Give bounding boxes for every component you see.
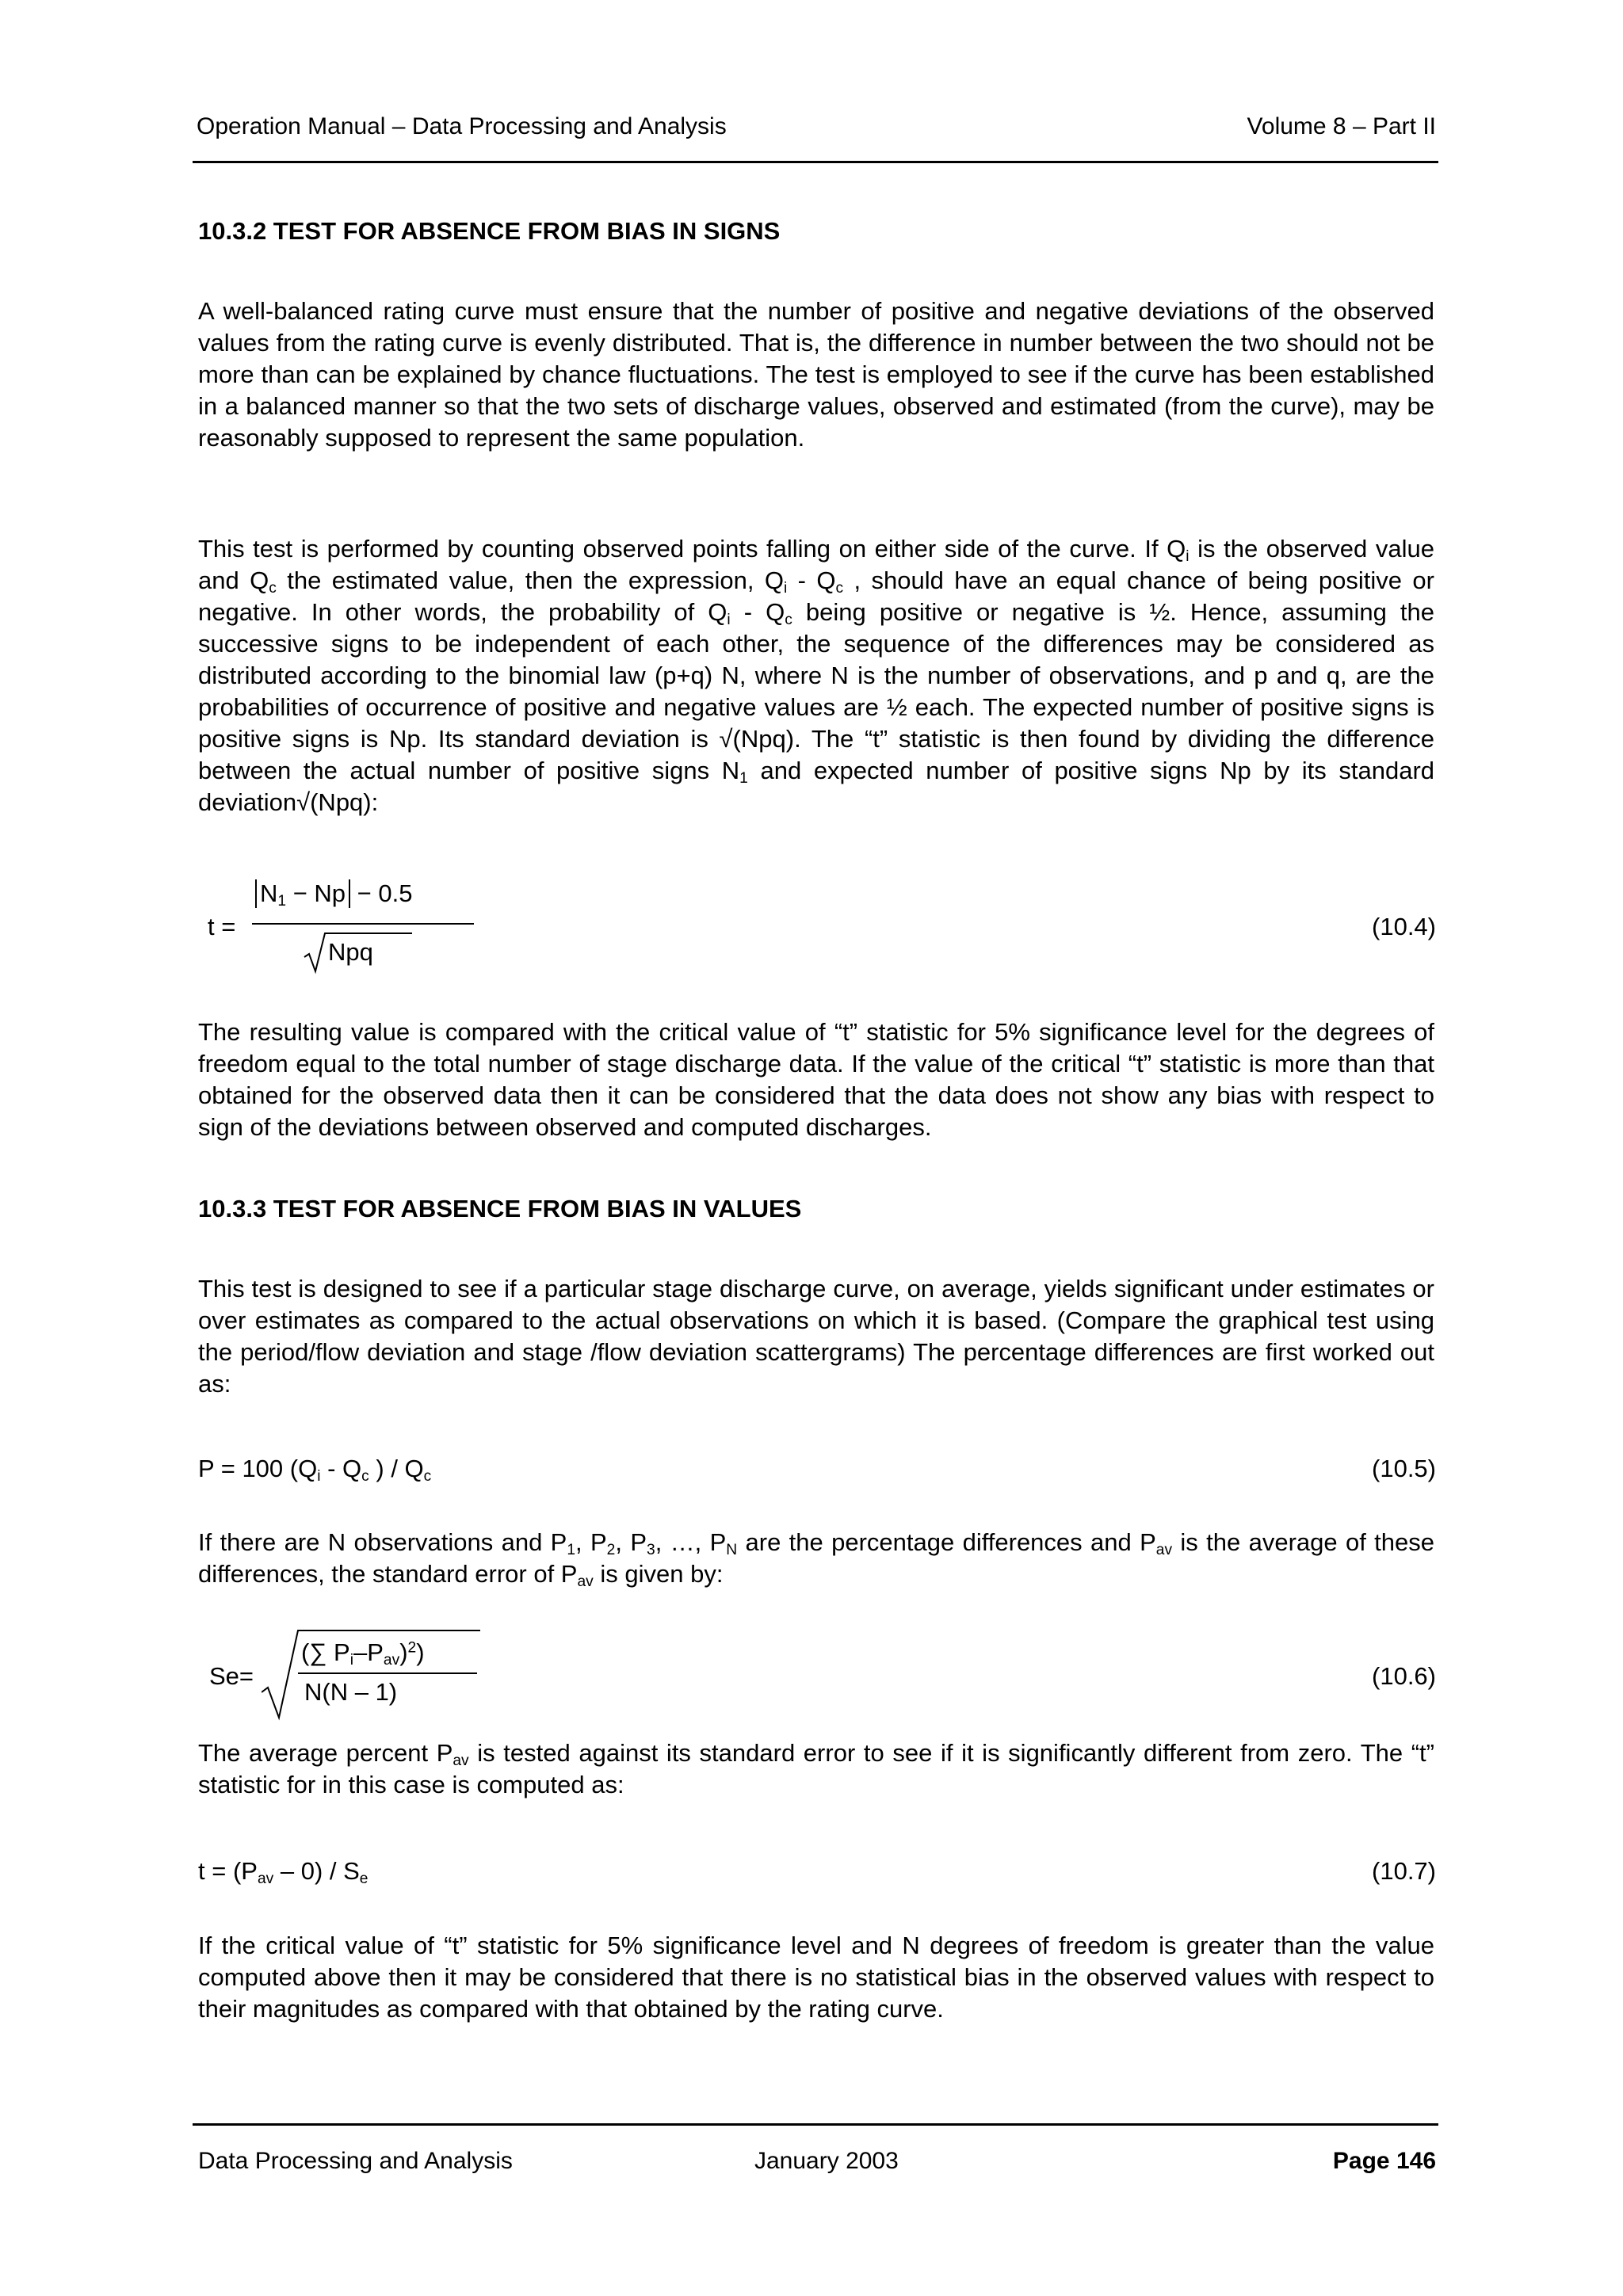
paragraph: The resulting value is compared with the critical value of “t” statistic for 5% significance level for the degrees of freedom equal to the total number of stage discharge data. If the value of the critical “t” statistic is more than that obtained for the observed data then it can be considered that the data does not show any bias with respect to sign of the deviations between observed and computed discharges. [198,1018,1434,1141]
equation-10-6 [208,1627,493,1722]
paragraph: A well-balanced rating curve must ensure that the number of positive and negative deviations of the observed values from the rating curve is evenly distributed. That is, the difference in number between the two should not be more than can be explained by chance fluctuations. The test is employed to see if the curve has been established in a balanced manner so that the two sets of discharge values, observed and estimated (from the curve), may be reasonably supposed to represent the same population. [198,297,1434,452]
equation-number: (10.6) [1372,1662,1436,1690]
header-rule [193,161,1438,163]
equation-numerator: (∑ $P_i-P_{av})^2$) [301,1638,425,1669]
paragraph: This test is designed to see if a particular stage discharge curve, on average, yields significant under estimates or over estimates as compared to the actual observations on which it is based. (Compare the graphical test using the period/flow deviation and stage /flow deviation scattergrams) The percentage differences are first worked out as: [198,1275,1434,1398]
header-volume: Volume 8 – Part II [1247,113,1436,139]
section-heading-10-3-2: 10.3.2 TEST FOR ABSENCE FROM BIAS IN SIGNS [198,217,781,245]
page-number: Page 146 [1332,2148,1436,2174]
footer-date: January 2003 [754,2148,899,2174]
footer-rule [193,2123,1438,2126]
footer-title: Data Processing and Analysis [198,2148,513,2174]
header-title: Operation Manual – Data Processing and Analysis [197,113,727,139]
equation-denominator: N(N – 1) [304,1678,398,1706]
paragraph: The average percent $P_{av}$ is tested against its standard error to see if it is significantly different from zero. The “t” statistic for in this case is computed as: [198,1739,1434,1798]
fraction-bar [252,923,474,925]
equation-10-4: t = $N_1 - Np - 0.5$ Npq [208,876,469,979]
equation-number: (10.4) [1372,913,1436,940]
equation-lhs: t = [208,913,236,940]
equation-10-7: $t = (P_{av} - 0) / S_e$ [198,1857,369,1887]
paragraph: This test is performed by counting observed points falling on either side of the curve. If $Q_i$ is the observed value and $Q_c$ the estimated value, then the expression, $Q_i - Q_c$ , should have an equal chance of being positive or negative. In other words, the probability of $Q_i - Q_c$ being positive or negative is ½. Hence, assuming the successive signs to be independent of each other, the sequence of the differences may be considered as distributed according to the binomial law (p+q) N, where N is the number of observations, and p and q, are the probabilities of occurrence of positive and negative values are ½ each. The expected number of positive signs is positive signs is Np. Its standard deviation is √(Npq). The “t” statistic is then found by dividing the difference between the actual number of positive signs $N_1$ and expected number of positive signs Np by its standard deviation√(Npq): [198,535,1435,816]
equation-numerator: $N_1 - Np - 0.5$ [255,879,412,908]
paragraph: If the critical value of “t” statistic for 5% significance level and N degrees of freedom is greater than the value computed above then it may be considered that there is no statistical bias in the observed values with respect to their magnitudes as compared with that obtained by the rating curve. [198,1932,1434,2023]
fraction-bar [298,1672,477,1674]
paragraph: If there are N observations and $P_1$, $P_2$, $P_3$, …, $P_N$ are the percentage differences and $P_{av}$ is the average of these differences, the standard error of $P_{av}$ is given by: [198,1528,1434,1590]
equation-number: (10.5) [1372,1455,1436,1482]
equation-number: (10.7) [1372,1857,1436,1885]
section-heading-10-3-3: 10.3.3 TEST FOR ABSENCE FROM BIAS IN VALUES [198,1195,802,1222]
running-header [197,111,1436,143]
equation-lhs: Se= [209,1662,254,1690]
equation-10-5: P = 100 ($Q_i - Q_c$ ) / $Q_c$ [198,1455,432,1485]
